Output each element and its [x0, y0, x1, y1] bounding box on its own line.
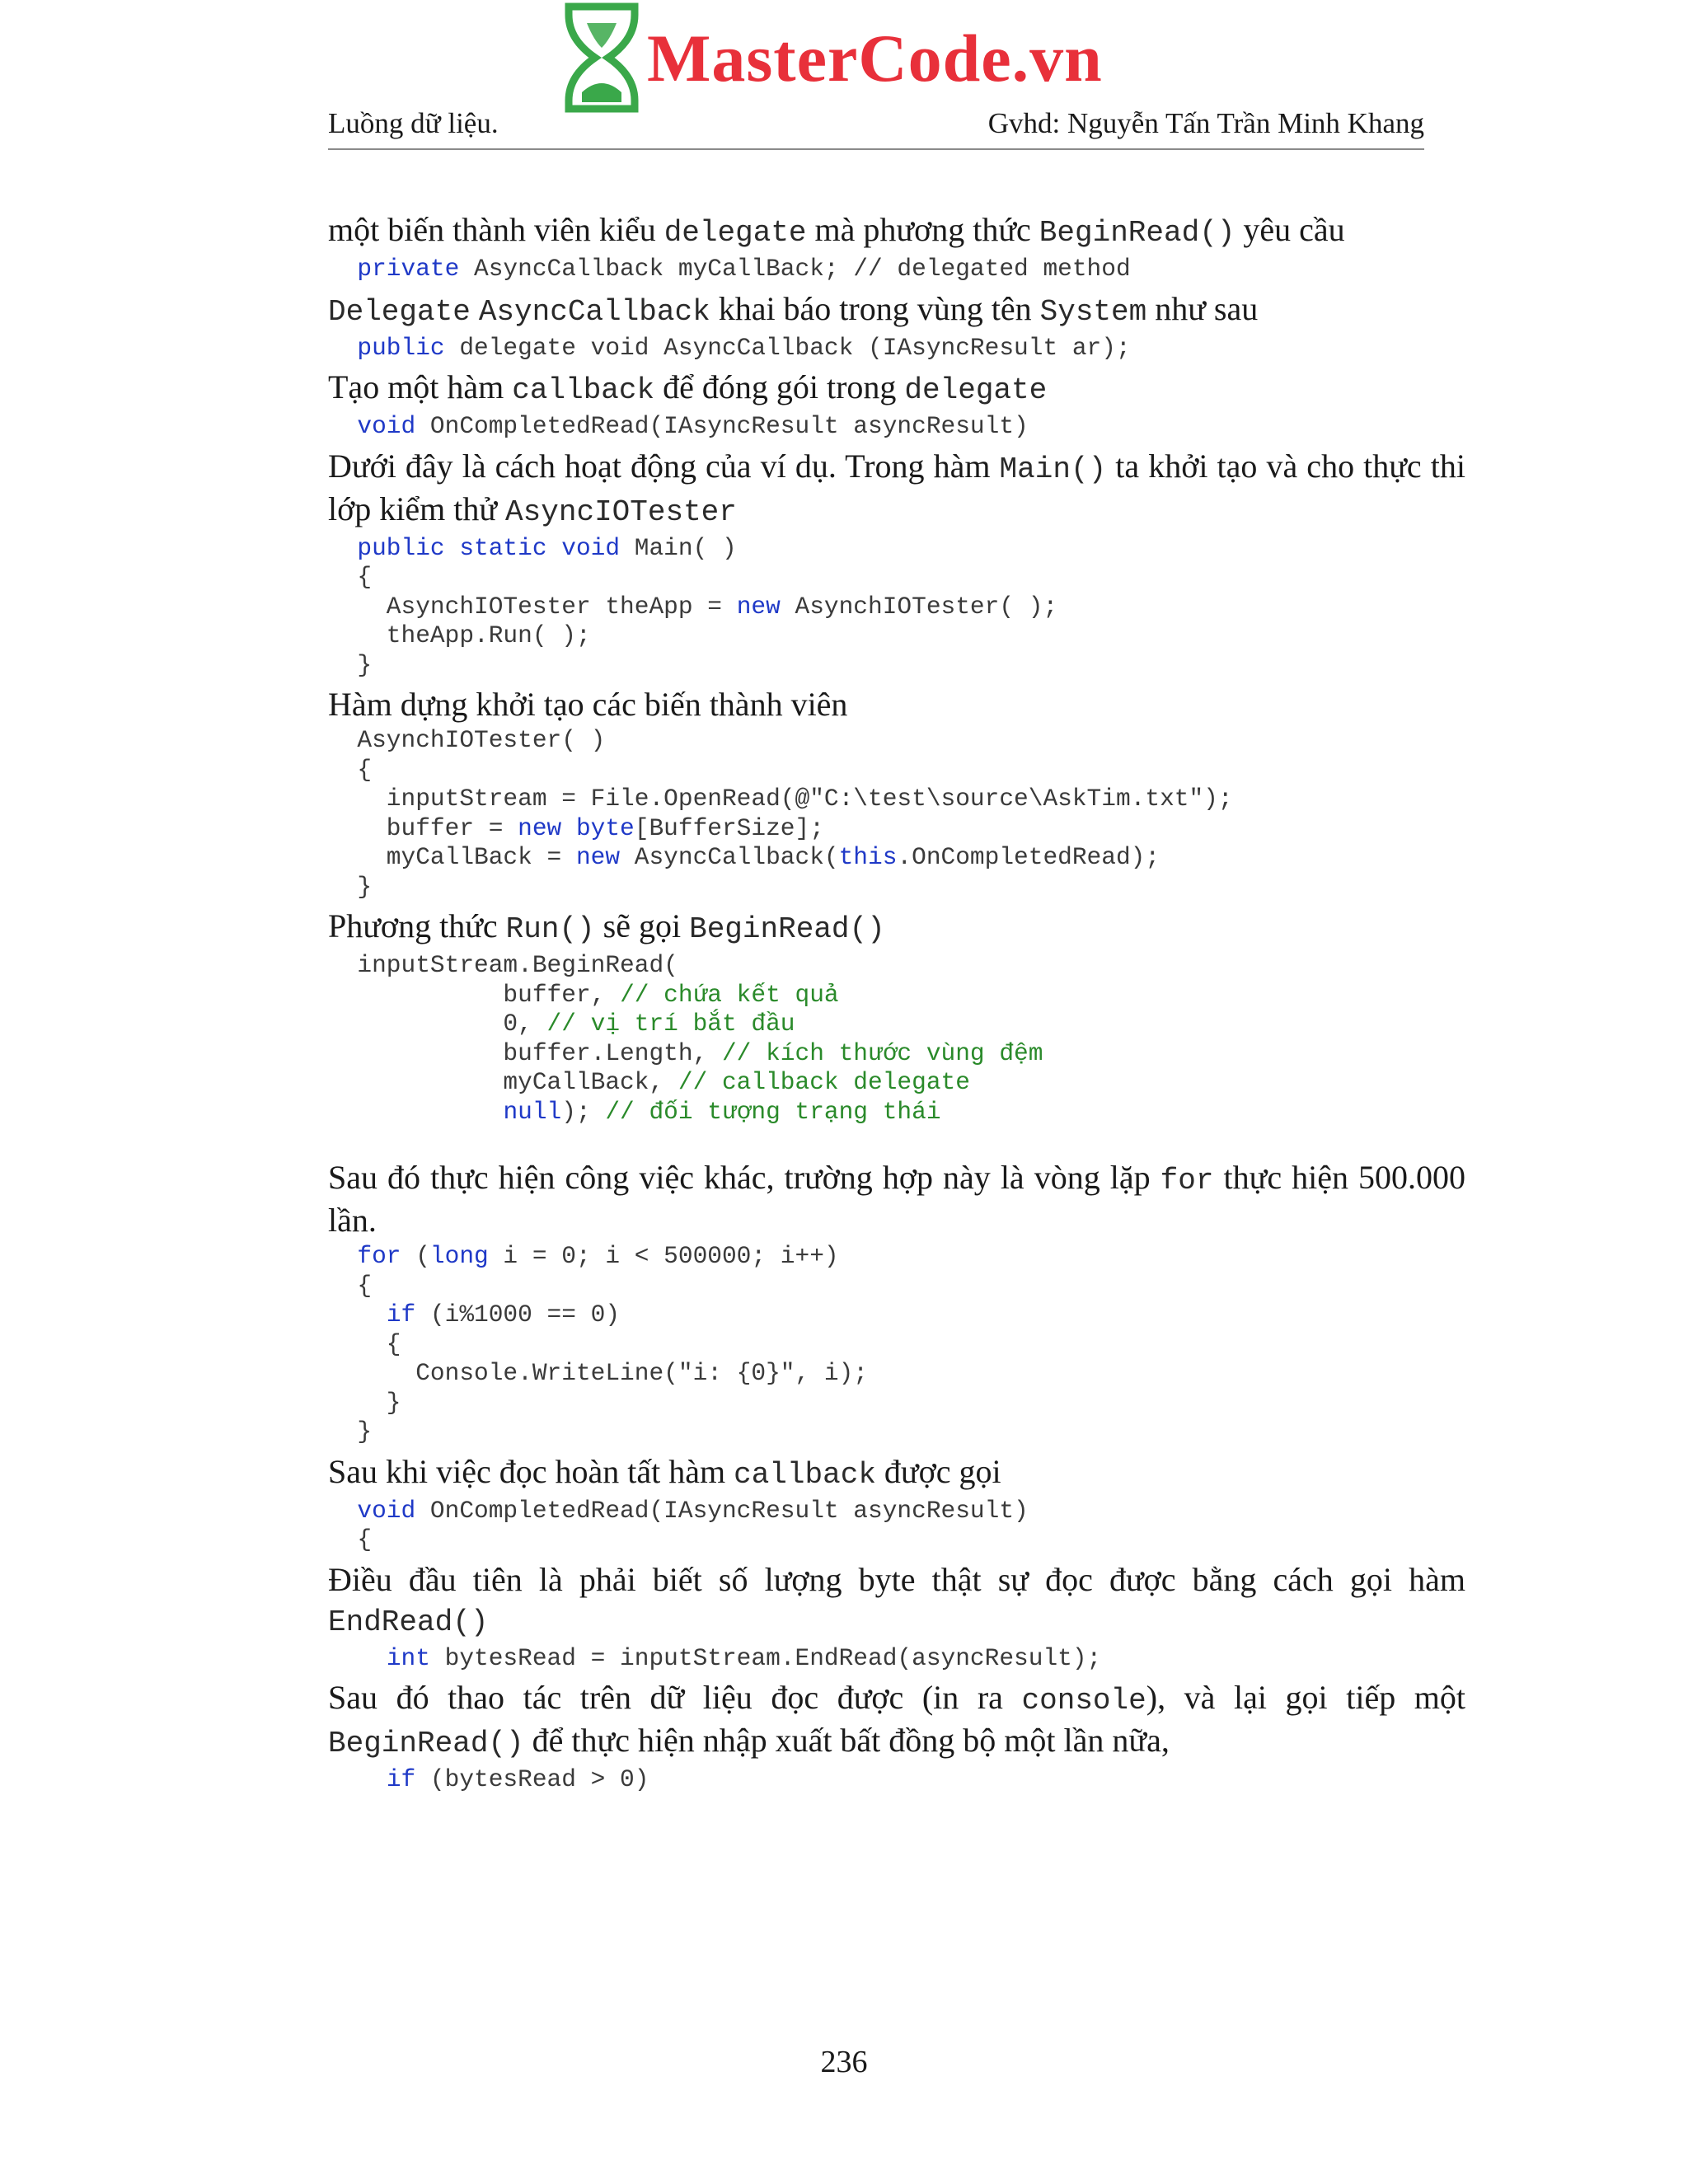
text-run: Sau khi việc đọc hoàn tất hàm	[328, 1452, 734, 1490]
code-keyword: void	[561, 533, 621, 562]
code-text	[328, 1497, 357, 1525]
code-text: myCallBack,	[328, 1068, 678, 1096]
inline-code: EndRead()	[328, 1605, 489, 1639]
code-line	[328, 1010, 1465, 1039]
inline-code: callback	[734, 1457, 876, 1492]
code-keyword: for	[357, 1242, 401, 1270]
code-text	[328, 1242, 357, 1270]
logo-text: MasterCode.vn	[647, 21, 1103, 96]
code-text: (	[401, 1242, 430, 1270]
inline-code: System	[1039, 294, 1147, 329]
code-block	[328, 1765, 1465, 1795]
inline-code: Delegate	[328, 294, 471, 329]
inline-code: Main()	[999, 452, 1107, 486]
code-text: {	[328, 1329, 401, 1358]
code-text	[328, 412, 357, 440]
paragraph	[328, 1678, 1465, 1764]
code-text: {	[328, 755, 373, 784]
code-text	[328, 1644, 387, 1672]
code-text: }	[328, 1388, 401, 1417]
code-block	[328, 255, 1465, 284]
code-block	[328, 1242, 1465, 1447]
text-run: để thực hiện nhập xuất bất đồng bộ một lần nữa,	[523, 1722, 1170, 1759]
code-line	[328, 1765, 1465, 1795]
text-run: Tạo một hàm	[328, 368, 513, 405]
code-text	[445, 534, 460, 562]
code-text: bytesRead = inputStream.EndRead(asyncResult);	[429, 1643, 1102, 1672]
inline-code: delegate	[663, 216, 807, 250]
code-line	[328, 785, 1465, 814]
code-text: Console.WriteLine("i: {0}", i);	[328, 1359, 869, 1387]
text-run: Phương thức	[328, 907, 506, 944]
code-comment: // vị trí bắt đầu	[546, 1010, 795, 1038]
code-line	[328, 1068, 1465, 1098]
code-line	[328, 726, 1465, 756]
hourglass-icon	[560, 0, 643, 115]
code-text: theApp.Run( );	[328, 621, 591, 649]
header-chapter: Luồng dữ liệu.	[328, 107, 499, 139]
code-text: myCallBack =	[328, 843, 576, 871]
code-text: 0,	[328, 1010, 547, 1038]
inline-code: delegate	[904, 373, 1048, 407]
code-text: OnCompletedRead(IAsyncResult asyncResult)	[415, 412, 1029, 440]
code-text: }	[328, 1418, 373, 1446]
code-text	[328, 334, 357, 362]
code-line	[328, 621, 1465, 651]
code-text: AsynchIOTester( );	[780, 592, 1058, 621]
text-run: yêu cầu	[1235, 211, 1345, 248]
code-keyword: if	[386, 1301, 416, 1329]
code-line	[328, 255, 1465, 284]
code-text	[561, 814, 576, 842]
code-text: }	[328, 872, 373, 901]
code-block	[328, 534, 1465, 681]
code-line	[328, 651, 1465, 681]
code-text: {	[328, 1526, 373, 1554]
text-run: Điều đầu tiên là phải biết số lượng byte thật sự đọc được bằng cách gọi hàm	[328, 1560, 1465, 1598]
text-run: thực hiện 500.000 lần.	[328, 1159, 1466, 1239]
code-text: }	[328, 650, 373, 679]
text-run: được gọi	[875, 1452, 1001, 1490]
code-text	[328, 255, 357, 283]
code-text: buffer,	[328, 980, 621, 1009]
code-text: AsyncCallback(	[620, 843, 839, 871]
code-line	[328, 1418, 1465, 1447]
code-block	[328, 951, 1465, 1127]
code-text: Main( )	[620, 533, 737, 562]
code-keyword: new	[736, 592, 781, 621]
text-run: mà phương thức	[806, 211, 1039, 248]
code-line	[328, 1497, 1465, 1526]
header-author: Gvhd: Nguyễn Tấn Trần Minh Khang	[987, 107, 1424, 139]
inline-code: console	[1021, 1684, 1146, 1718]
paragraph	[328, 1560, 1465, 1643]
code-text	[328, 1098, 503, 1126]
code-line	[328, 1389, 1465, 1418]
code-text: buffer.Length,	[328, 1038, 722, 1067]
inline-code: Run()	[505, 912, 595, 946]
paragraph	[328, 1158, 1465, 1240]
code-text: delegate void AsyncCallback (IAsyncResult ar);	[444, 333, 1131, 362]
inline-code: BeginRead()	[1039, 216, 1236, 250]
code-text	[547, 534, 562, 562]
paragraph	[328, 685, 1465, 724]
code-line	[328, 412, 1465, 442]
inline-code: BeginRead()	[328, 1727, 524, 1760]
code-text: {	[328, 1271, 373, 1300]
text-run: Hàm dựng khởi tạo các biến thành viên	[328, 686, 848, 723]
text-run: ), và lại gọi tiếp một	[1146, 1679, 1466, 1716]
text-run: Dưới đây là cách hoạt động của ví dụ. Trong hàm	[328, 447, 1000, 485]
code-keyword: this	[838, 843, 898, 871]
text-run: sẽ gọi	[594, 907, 690, 944]
text-run: để đóng gói trong	[654, 368, 905, 405]
code-keyword: new	[518, 813, 562, 842]
code-line	[328, 1330, 1465, 1360]
code-keyword: new	[575, 843, 621, 871]
code-line	[328, 563, 1465, 593]
code-text: AsyncCallback myCallBack; // delegated method	[459, 255, 1131, 283]
code-keyword: byte	[575, 813, 635, 842]
code-text: inputStream.BeginRead(	[328, 951, 678, 979]
text-run: Sau đó thao tác trên dữ liệu đọc được (in ra	[328, 1679, 1022, 1716]
code-comment: // chứa kết quả	[620, 980, 839, 1009]
code-line	[328, 1242, 1465, 1272]
inline-code: for	[1160, 1164, 1214, 1197]
code-text	[328, 1765, 387, 1793]
code-text: (bytesRead > 0)	[415, 1765, 649, 1793]
paragraph	[328, 907, 1465, 949]
code-text: OnCompletedRead(IAsyncResult asyncResult)	[415, 1496, 1029, 1525]
paragraph	[328, 368, 1465, 410]
code-text: AsynchIOTester( )	[328, 726, 606, 754]
code-block	[328, 1644, 1465, 1674]
code-block	[328, 334, 1465, 363]
code-text: {	[328, 563, 373, 591]
code-line	[328, 1272, 1465, 1301]
logo	[560, 0, 1103, 115]
code-text: i = 0; i < 500000; i++)	[488, 1242, 839, 1270]
code-keyword: void	[357, 1496, 416, 1525]
code-comment: // đối tượng trạng thái	[605, 1097, 941, 1126]
page-content	[328, 210, 1465, 1795]
text-run	[471, 290, 479, 327]
code-line	[328, 1526, 1465, 1555]
code-line	[328, 843, 1465, 873]
code-comment: // kích thước vùng đệm	[721, 1038, 1043, 1067]
paragraph	[328, 1452, 1465, 1495]
code-keyword: null	[503, 1097, 562, 1126]
code-text	[328, 534, 357, 562]
page-header	[328, 105, 1424, 150]
code-text: AsynchIOTester theApp =	[328, 592, 737, 621]
code-line	[328, 1098, 1465, 1127]
code-text: );	[561, 1097, 606, 1126]
inline-code: callback	[512, 373, 655, 407]
code-line	[328, 951, 1465, 981]
code-line	[328, 334, 1465, 363]
code-line	[328, 1301, 1465, 1330]
code-keyword: if	[386, 1765, 416, 1793]
code-line	[328, 756, 1465, 785]
code-keyword: long	[429, 1242, 489, 1270]
code-keyword: void	[357, 412, 416, 440]
code-text	[328, 1301, 387, 1329]
paragraph	[328, 447, 1465, 532]
code-block	[328, 412, 1465, 442]
inline-code: AsyncIOTester	[505, 494, 737, 529]
code-block	[328, 726, 1465, 902]
code-block	[328, 1497, 1465, 1555]
code-line	[328, 534, 1465, 564]
code-line	[328, 981, 1465, 1010]
code-line	[328, 1039, 1465, 1069]
text-run: Sau đó thực hiện công việc khác, trường hợp này là vòng lặp	[328, 1159, 1160, 1196]
code-keyword: public	[357, 533, 445, 562]
text-run: ta khởi tạo và cho thực thi lớp kiểm thử	[328, 447, 1465, 527]
code-keyword: int	[386, 1643, 430, 1672]
code-text: [BufferSize];	[634, 813, 824, 842]
code-line	[328, 873, 1465, 902]
code-line	[328, 593, 1465, 622]
code-text: (i%1000 == 0)	[415, 1301, 621, 1329]
inline-code: BeginRead()	[689, 912, 885, 946]
page-number: 236	[820, 2045, 868, 2079]
code-text: buffer =	[328, 813, 518, 842]
inline-code: AsyncCallback	[478, 294, 710, 329]
code-line	[328, 1359, 1465, 1389]
code-line	[328, 814, 1465, 844]
code-comment: // callback delegate	[678, 1068, 970, 1096]
code-keyword: private	[357, 255, 460, 283]
text-run: như sau	[1146, 289, 1259, 327]
code-text: inputStream = File.OpenRead(@"C:\test\source\AskTim.txt");	[328, 785, 1233, 813]
paragraph	[328, 210, 1465, 253]
text-run: khai báo trong vùng tên	[710, 289, 1040, 327]
code-line	[328, 1644, 1465, 1674]
code-text: .OnCompletedRead);	[897, 843, 1160, 871]
code-keyword: public	[357, 333, 445, 362]
text-run: một biến thành viên kiểu	[328, 211, 664, 248]
paragraph	[328, 289, 1465, 332]
code-keyword: static	[459, 533, 547, 562]
